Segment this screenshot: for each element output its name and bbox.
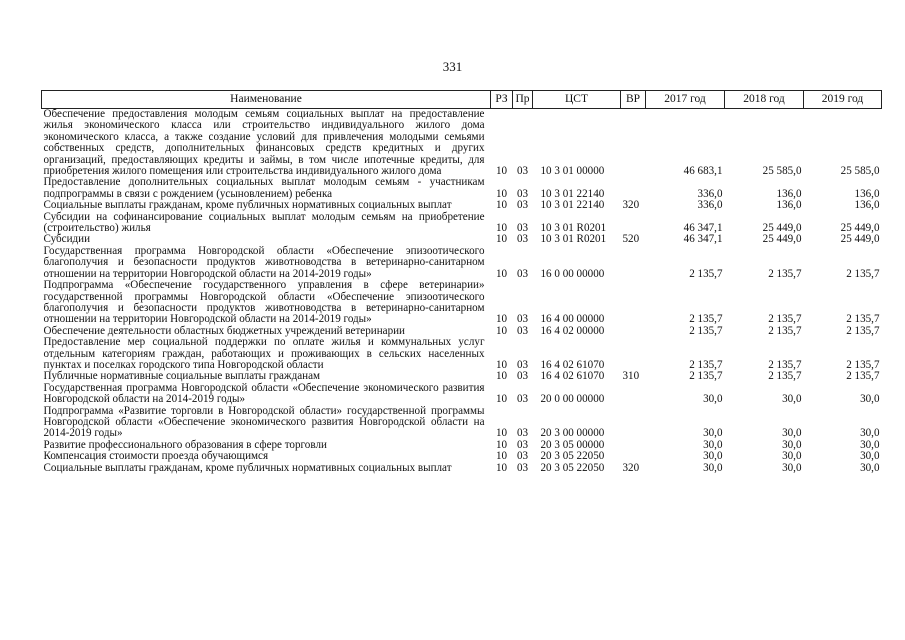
cell-pr: 03: [516, 461, 529, 474]
cell-name: Подпрограмма «Развитие торговли в Новгородской области» государственной программы Новгородской области «Обеспечение экономического развития Новгородской области на 2014-2019 годы»: [43, 404, 485, 440]
cell-rz: 10: [495, 233, 508, 246]
cell-cst: 10 3 01 R0201: [540, 233, 607, 246]
cell-y2017: 2 135,7: [689, 313, 723, 326]
cell-y2019: 2 135,7: [846, 267, 880, 280]
cell-pr: 03: [516, 393, 529, 406]
header-2017: 2017 год: [646, 91, 725, 109]
header-pr: Пр: [513, 91, 533, 109]
cell-y2018: 25 449,0: [762, 233, 802, 246]
cell-y2019: 30,0: [860, 393, 880, 406]
table-row: [42, 200, 882, 211]
cell-pr: 03: [516, 450, 529, 463]
page-number: 331: [442, 59, 463, 74]
cell-name: Компенсация стоимости проезда обучающимся: [43, 450, 269, 463]
cell-pr: 03: [516, 233, 529, 246]
cell-vr: [621, 406, 646, 440]
cell-rz: 10: [495, 199, 508, 212]
header-vr: ВР: [621, 91, 646, 109]
cell-vr: 310: [622, 370, 640, 383]
cell-name: Подпрограмма «Обеспечение государственного управления в сфере ветеринарии» государственной программы Новгородской области «Обеспечение эпизоотического благополучия и безопасности продуктов животноводства в ветеринарно-санитарном отношении на территории Новгородской области на 2014-2019 годы»: [43, 279, 485, 326]
cell-y2017: 30,0: [703, 427, 723, 440]
cell-cst: 16 4 02 61070: [540, 358, 605, 371]
cell-rz: 10: [495, 165, 508, 178]
cell-name: Социальные выплаты гражданам, кроме публичных нормативных социальных выплат: [43, 461, 452, 474]
cell-pr: 03: [516, 358, 529, 371]
cell-vr: [621, 451, 646, 462]
cell-rz: 10: [495, 358, 508, 371]
cell-y2017: 30,0: [703, 393, 723, 406]
cell-y2018: 30,0: [782, 438, 802, 451]
table-row: [42, 451, 882, 462]
cell-vr: [621, 109, 646, 178]
cell-name: Обеспечение предоставления молодым семьям социальных выплат на предоставление жилья экономического класса или строительство индивидуального жилого дома экономического класса, а также создание условий для привлечения молодыми семьями собственных средств, дополнительных финансовых средств кредитных и других организаций, предоставляющих кредиты и займы, в том числе ипотечные кредиты, для приобретения жилого помещения или строительства индивидуального жилого дома: [43, 108, 485, 178]
cell-y2018: 2 135,7: [768, 267, 802, 280]
cell-y2019: 2 135,7: [846, 358, 880, 371]
table-row: [42, 177, 882, 200]
cell-y2017: 30,0: [703, 461, 723, 474]
cell-y2017: 2 135,7: [689, 370, 723, 383]
cell-cst: 20 3 00 00000: [540, 427, 605, 440]
cell-pr: 03: [516, 199, 529, 212]
cell-rz: 10: [495, 324, 508, 337]
cell-rz: 10: [495, 450, 508, 463]
cell-y2018: 30,0: [782, 461, 802, 474]
table-row: [42, 246, 882, 280]
cell-vr: [621, 337, 646, 371]
cell-rz: 10: [495, 313, 508, 326]
cell-y2019: 30,0: [860, 450, 880, 463]
cell-pr: 03: [516, 165, 529, 178]
cell-y2019: 30,0: [860, 427, 880, 440]
cell-rz: 10: [495, 393, 508, 406]
header-2018: 2018 год: [725, 91, 804, 109]
cell-vr: [621, 246, 646, 280]
budget-table: [41, 90, 882, 474]
cell-y2018: 30,0: [782, 393, 802, 406]
cell-cst: 20 3 05 00000: [540, 438, 605, 451]
cell-name: Государственная программа Новгородской области «Обеспечение эпизоотического благополучия и безопасности продуктов животноводства в ветеринарно-санитарном отношении на территории Новгородской области на 2014-2019 годы»: [43, 244, 485, 280]
cell-y2019: 30,0: [860, 461, 880, 474]
cell-name: Субсидии на софинансирование социальных выплат молодым семьям на приобретение (строительство) жилья: [43, 210, 485, 235]
cell-y2017: 336,0: [697, 187, 723, 200]
cell-y2017: 2 135,7: [689, 324, 723, 337]
cell-pr: 03: [516, 222, 529, 235]
cell-rz: 10: [495, 461, 508, 474]
cell-y2019: 30,0: [860, 438, 880, 451]
cell-vr: [621, 280, 646, 326]
cell-rz: 10: [495, 438, 508, 451]
cell-vr: 320: [622, 461, 640, 474]
cell-pr: 03: [516, 267, 529, 280]
cell-rz: 10: [495, 222, 508, 235]
table-body: [42, 109, 882, 475]
cell-y2019: 2 135,7: [846, 370, 880, 383]
cell-rz: 10: [495, 370, 508, 383]
cell-rz: 10: [495, 427, 508, 440]
header-rz: РЗ: [491, 91, 513, 109]
cell-name: Обеспечение деятельности областных бюджетных учреждений ветеринарии: [43, 324, 405, 337]
cell-name: Государственная программа Новгородской области «Обеспечение экономического развития Новгородской области на 2014-2019 годы»: [43, 381, 485, 406]
cell-y2017: 30,0: [703, 450, 723, 463]
cell-y2018: 2 135,7: [768, 313, 802, 326]
cell-y2019: 136,0: [854, 187, 880, 200]
cell-pr: 03: [516, 187, 529, 200]
cell-name: Развитие профессионального образования в сфере торговли: [43, 438, 327, 451]
cell-y2017: 46 347,1: [683, 222, 723, 235]
cell-name: Предоставление мер социальной поддержки по оплате жилья и коммунальных услуг отдельным категориям граждан, работающих и проживающих в сельских населенных пунктах и поселках городского типа Новгородской области: [43, 336, 485, 371]
cell-cst: 10 3 01 22140: [540, 187, 605, 200]
cell-pr: 03: [516, 370, 529, 383]
cell-vr: [621, 177, 646, 200]
cell-name: Субсидии: [43, 233, 91, 246]
cell-name: Публичные нормативные социальные выплаты гражданам: [43, 370, 321, 383]
cell-y2017: 336,0: [697, 199, 723, 212]
cell-y2018: 136,0: [776, 187, 802, 200]
cell-pr: 03: [516, 427, 529, 440]
header-cst: ЦСТ: [533, 91, 621, 109]
table-row: [42, 463, 882, 474]
cell-y2018: 25 449,0: [762, 222, 802, 235]
cell-pr: 03: [516, 313, 529, 326]
cell-y2018: 136,0: [776, 199, 802, 212]
cell-cst: 10 3 01 22140: [540, 199, 605, 212]
cell-name: Социальные выплаты гражданам, кроме публичных нормативных социальных выплат: [43, 199, 452, 212]
table-header-row: [42, 91, 882, 109]
cell-y2017: 2 135,7: [689, 267, 723, 280]
table-row: [42, 337, 882, 371]
header-name: Наименование: [42, 91, 491, 109]
cell-vr: 520: [622, 233, 640, 246]
table-row: [42, 406, 882, 440]
cell-y2019: 2 135,7: [846, 313, 880, 326]
cell-y2019: 25 449,0: [840, 233, 880, 246]
cell-pr: 03: [516, 324, 529, 337]
cell-rz: 10: [495, 187, 508, 200]
cell-vr: [621, 383, 646, 406]
cell-y2018: 2 135,7: [768, 324, 802, 337]
cell-y2017: 46 347,1: [683, 233, 723, 246]
cell-y2018: 2 135,7: [768, 358, 802, 371]
cell-cst: 16 4 02 00000: [540, 324, 605, 337]
cell-y2018: 25 585,0: [762, 165, 802, 178]
cell-y2017: 46 683,1: [683, 165, 723, 178]
cell-vr: [621, 326, 646, 337]
cell-vr: [621, 212, 646, 235]
cell-cst: 10 3 01 00000: [540, 165, 605, 178]
cell-pr: 03: [516, 438, 529, 451]
cell-y2017: 2 135,7: [689, 358, 723, 371]
cell-y2019: 2 135,7: [846, 324, 880, 337]
cell-y2019: 25 449,0: [840, 222, 880, 235]
cell-cst: 16 0 00 00000: [540, 267, 605, 280]
table-row: [42, 383, 882, 406]
cell-vr: 320: [622, 199, 640, 212]
cell-cst: 20 0 00 00000: [540, 393, 605, 406]
cell-cst: 10 3 01 R0201: [540, 222, 607, 235]
header-2019: 2019 год: [804, 91, 882, 109]
table-row: [42, 280, 882, 326]
cell-y2018: 30,0: [782, 450, 802, 463]
cell-y2018: 2 135,7: [768, 370, 802, 383]
cell-cst: 20 3 05 22050: [540, 461, 605, 474]
cell-y2017: 30,0: [703, 438, 723, 451]
cell-y2018: 30,0: [782, 427, 802, 440]
cell-y2019: 25 585,0: [840, 165, 880, 178]
cell-cst: 20 3 05 22050: [540, 450, 605, 463]
cell-cst: 16 4 02 61070: [540, 370, 605, 383]
cell-y2019: 136,0: [854, 199, 880, 212]
table-row: [42, 109, 882, 178]
table-row: [42, 212, 882, 235]
cell-name: Предоставление дополнительных социальных выплат молодым семьям - участникам подпрограммы в связи с рождением (усыновлением) ребенка: [43, 176, 485, 200]
cell-rz: 10: [495, 267, 508, 280]
cell-cst: 16 4 00 00000: [540, 313, 605, 326]
cell-vr: [621, 440, 646, 451]
